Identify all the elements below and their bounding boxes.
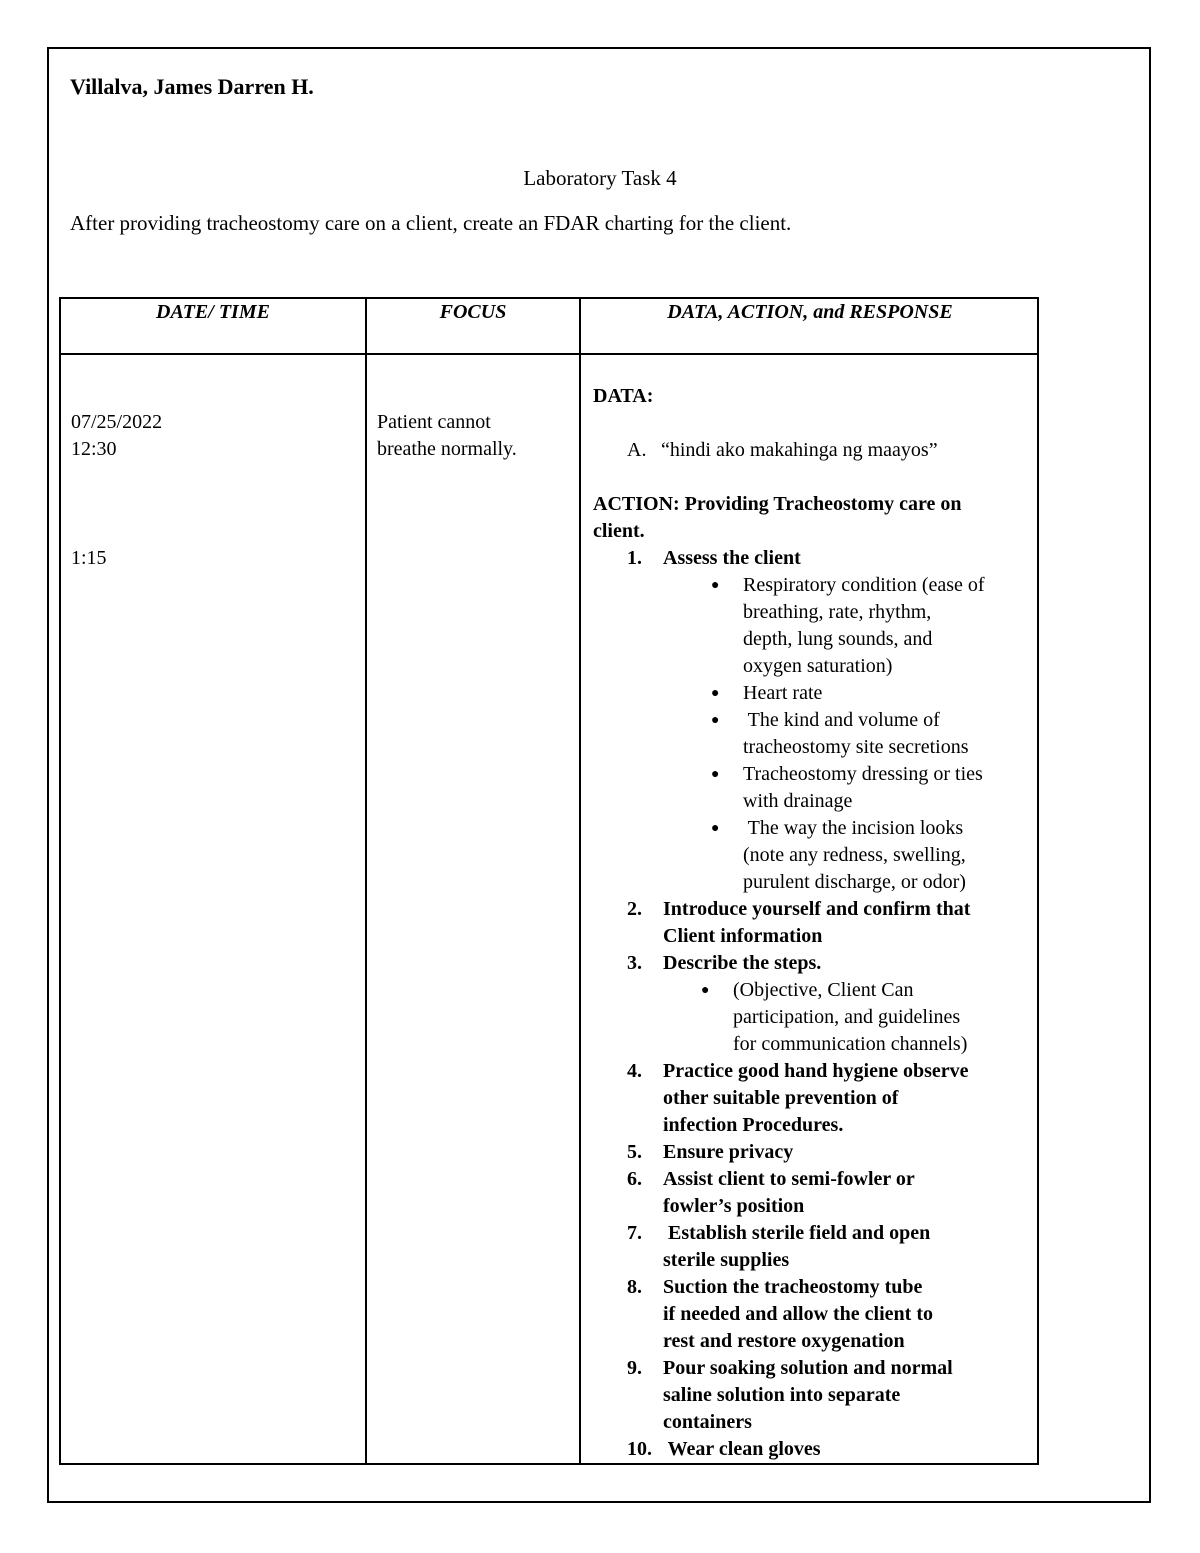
bullet-line — [593, 599, 1038, 626]
action-step — [593, 545, 1038, 572]
action-step — [593, 1328, 1038, 1355]
bullet-text: Respiratory condition (ease of — [743, 574, 985, 596]
entry-date: 07/25/2022 — [71, 411, 163, 433]
bullet-text: The way the incision looks — [743, 817, 964, 839]
step-number: 1. — [627, 547, 642, 569]
action-heading-line-1: ACTION: Providing Tracheostomy care on — [593, 493, 962, 515]
bullet-line — [593, 869, 1038, 896]
action-step — [593, 1193, 1038, 1220]
action-step — [593, 1058, 1038, 1085]
action-heading-line-2: client. — [593, 520, 645, 542]
step-number: 3. — [627, 952, 642, 974]
bullet-icon: ● — [711, 767, 720, 782]
header-focus: FOCUS — [439, 301, 507, 323]
action-step — [593, 896, 1038, 923]
bullet-line — [593, 572, 1038, 599]
step-text: infection Procedures. — [663, 1114, 844, 1136]
step-text: rest and restore oxygenation — [663, 1330, 905, 1352]
column-divider — [365, 299, 367, 1463]
step-text: Assess the client — [663, 547, 801, 569]
action-step — [593, 950, 1038, 977]
action-step — [593, 1409, 1038, 1436]
step-text: Practice good hand hygiene observe — [663, 1060, 969, 1082]
step-text: fowler’s position — [663, 1195, 805, 1217]
bullet-line — [593, 842, 1038, 869]
data-item-text: “hindi ako makahinga ng maayos” — [661, 439, 938, 461]
step-number: 7. — [627, 1222, 642, 1244]
bullet-text: (note any redness, swelling, — [743, 844, 966, 866]
step-number: 9. — [627, 1357, 642, 1379]
bullet-icon: ● — [701, 983, 710, 998]
data-label: DATA: — [593, 385, 654, 407]
action-step — [593, 1301, 1038, 1328]
bullet-line — [593, 626, 1038, 653]
bullet-line — [593, 815, 1038, 842]
step-text: containers — [663, 1411, 752, 1433]
action-step — [593, 1355, 1038, 1382]
bullet-icon: ● — [711, 821, 720, 836]
step-number: 6. — [627, 1168, 642, 1190]
step-text: sterile supplies — [663, 1249, 790, 1271]
column-divider — [579, 299, 581, 1463]
action-step — [593, 1085, 1038, 1112]
focus-line-1: Patient cannot — [377, 411, 491, 433]
focus-line-2: breathe normally. — [377, 438, 517, 460]
data-item-marker: A. — [627, 439, 647, 461]
bullet-line — [593, 761, 1038, 788]
step-text: Client information — [663, 925, 823, 947]
bullet-text: purulent discharge, or odor) — [743, 871, 966, 893]
bullet-line — [593, 680, 1038, 707]
bullet-line — [593, 734, 1038, 761]
bullet-icon: ● — [711, 686, 720, 701]
bullet-line — [593, 653, 1038, 680]
step-text: other suitable prevention of — [663, 1087, 899, 1109]
action-step — [593, 1220, 1038, 1247]
step-text: saline solution into separate — [663, 1384, 901, 1406]
step-text: if needed and allow the client to — [663, 1303, 933, 1325]
action-steps — [593, 545, 1038, 1463]
fdar-table — [59, 297, 1039, 1465]
step-number: 5. — [627, 1141, 642, 1163]
bullet-text: depth, lung sounds, and — [743, 628, 933, 650]
student-name: Villalva, James Darren H. — [70, 74, 314, 99]
bullet-text: Tracheostomy dressing or ties — [743, 763, 983, 785]
bullet-text: tracheostomy site secretions — [743, 736, 969, 758]
header-date-time: DATE/ TIME — [156, 301, 270, 323]
entry-time-2: 1:15 — [71, 547, 107, 569]
action-step — [593, 923, 1038, 950]
bullet-text: (Objective, Client Can — [733, 979, 914, 1001]
bullet-text: Heart rate — [743, 682, 823, 704]
bullet-text: breathing, rate, rhythm, — [743, 601, 932, 623]
task-instruction: After providing tracheostomy care on a client, create an FDAR charting for the client. — [70, 211, 792, 235]
step-number: 2. — [627, 898, 642, 920]
step-number: 10. — [627, 1438, 652, 1460]
task-title: Laboratory Task 4 — [523, 166, 677, 190]
step-number: 4. — [627, 1060, 642, 1082]
bullet-text: The kind and volume of — [743, 709, 940, 731]
header-dar: DATA, ACTION, and RESPONSE — [667, 301, 953, 323]
bullet-line — [593, 788, 1038, 815]
action-step — [593, 1166, 1038, 1193]
bullet-icon: ● — [711, 578, 720, 593]
step-text: Suction the tracheostomy tube — [663, 1276, 923, 1298]
step-text: Ensure privacy — [663, 1141, 794, 1163]
bullet-line — [593, 707, 1038, 734]
bullet-line — [593, 1004, 1038, 1031]
step-text: Introduce yourself and confirm that — [663, 898, 971, 920]
action-step — [593, 1139, 1038, 1166]
step-text: Wear clean gloves — [663, 1438, 821, 1460]
action-step — [593, 1436, 1038, 1463]
header-divider — [61, 353, 1037, 355]
bullet-line — [593, 977, 1038, 1004]
bullet-text: for communication channels) — [733, 1033, 968, 1055]
step-text: Describe the steps. — [663, 952, 822, 974]
step-text: Pour soaking solution and normal — [663, 1357, 953, 1379]
step-text: Assist client to semi-fowler or — [663, 1168, 915, 1190]
bullet-text: with drainage — [743, 790, 853, 812]
step-text: Establish sterile field and open — [663, 1222, 931, 1244]
action-step — [593, 1247, 1038, 1274]
bullet-icon: ● — [711, 713, 720, 728]
data-item — [593, 437, 1038, 464]
step-number: 8. — [627, 1276, 642, 1298]
action-step — [593, 1382, 1038, 1409]
entry-time: 12:30 — [71, 438, 117, 460]
dar-column — [593, 383, 1038, 1463]
bullet-line — [593, 1031, 1038, 1058]
action-step — [593, 1112, 1038, 1139]
bullet-text: participation, and guidelines — [733, 1006, 961, 1028]
bullet-text: oxygen saturation) — [743, 655, 893, 677]
action-step — [593, 1274, 1038, 1301]
